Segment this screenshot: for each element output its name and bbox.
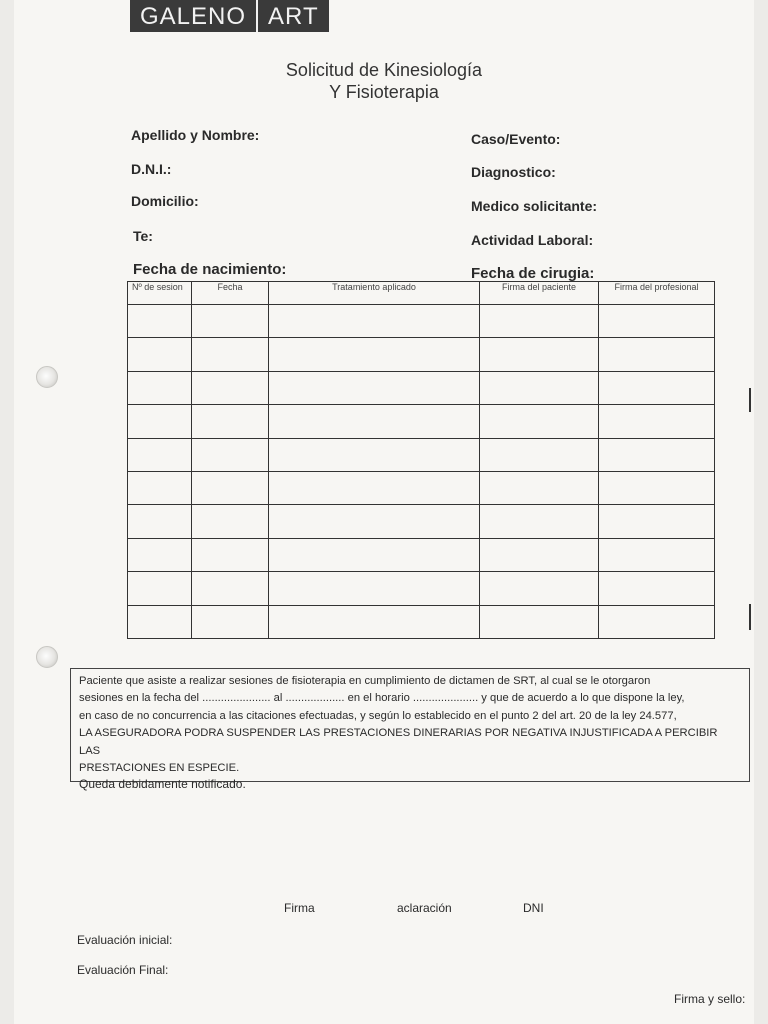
table-cell[interactable] — [269, 438, 480, 471]
table-cell[interactable] — [128, 538, 192, 571]
table-cell[interactable] — [128, 438, 192, 471]
margin-mark — [749, 604, 751, 630]
table-cell[interactable] — [269, 405, 480, 438]
table-cell[interactable] — [192, 471, 269, 504]
evaluacion-inicial-label: Evaluación inicial: — [77, 933, 173, 947]
table-cell[interactable] — [269, 505, 480, 538]
table-row — [128, 572, 715, 605]
table-row — [128, 471, 715, 504]
table-cell[interactable] — [480, 605, 599, 638]
field-domicilio: Domicilio: — [131, 193, 199, 209]
table-cell[interactable] — [128, 572, 192, 605]
notice-line: Paciente que asiste a realizar sesiones de fisioterapia en cumplimiento de dictamen de SRT, al cual se le otorgaron — [79, 675, 651, 687]
table-cell[interactable] — [128, 605, 192, 638]
table-cell[interactable] — [599, 371, 715, 404]
signature-dni-label: DNI — [523, 901, 544, 915]
table-cell[interactable] — [599, 338, 715, 371]
table-cell[interactable] — [599, 438, 715, 471]
table-cell[interactable] — [192, 438, 269, 471]
table-cell[interactable] — [599, 505, 715, 538]
table-cell[interactable] — [269, 305, 480, 338]
page-title: Solicitud de Kinesiología — [285, 60, 483, 80]
punch-hole — [36, 646, 58, 668]
table-cell[interactable] — [599, 572, 715, 605]
header-firma-paciente: Firma del paciente — [480, 282, 599, 305]
table-cell[interactable] — [192, 305, 269, 338]
table-cell[interactable] — [192, 338, 269, 371]
firma-sello-label: Firma y sello: — [674, 992, 746, 1006]
table-cell[interactable] — [269, 605, 480, 638]
signature-aclaracion-label: aclaración — [397, 901, 452, 915]
field-nombre: Apellido y Nombre: — [131, 127, 260, 143]
notice-line: PRESTACIONES EN ESPECIE. — [79, 762, 240, 775]
table-cell[interactable] — [480, 438, 599, 471]
field-diagnostico: Diagnostico: — [471, 164, 556, 180]
field-dni: D.N.I.: — [131, 161, 172, 177]
table-row — [128, 338, 715, 371]
table-cell[interactable] — [192, 538, 269, 571]
page-subtitle: Y Fisioterapia — [329, 82, 439, 102]
table-row — [128, 438, 715, 471]
table-cell[interactable] — [128, 505, 192, 538]
notice-line: sesiones en la fecha del ...................... al ................... en el horario ..................... y que de acuerdo a lo que dispone la ley, — [79, 692, 685, 705]
table-cell[interactable] — [269, 338, 480, 371]
header-fecha: Fecha — [192, 282, 269, 305]
logo-text-art: ART — [268, 3, 319, 30]
logo-text-galeno: GALENO — [140, 3, 247, 30]
field-medico-solicitante: Medico solicitante: — [471, 198, 598, 214]
table-row — [128, 538, 715, 571]
field-actividad-laboral: Actividad Laboral: — [471, 232, 594, 248]
table-cell[interactable] — [269, 471, 480, 504]
table-cell[interactable] — [128, 305, 192, 338]
notice-line: en caso de no concurrencia a las citaciones efectuadas, y según lo establecido en el punto 2 del art. 20 de la ley 24.577, — [79, 709, 677, 722]
table-cell[interactable] — [269, 572, 480, 605]
table-cell[interactable] — [269, 371, 480, 404]
table-cell[interactable] — [480, 572, 599, 605]
table-cell[interactable] — [128, 338, 192, 371]
table-cell[interactable] — [128, 405, 192, 438]
table-cell[interactable] — [480, 305, 599, 338]
table-cell[interactable] — [599, 471, 715, 504]
table-cell[interactable] — [480, 471, 599, 504]
header-firma-profesional: Firma del profesional — [599, 282, 715, 305]
header-tratamiento: Tratamiento aplicado — [269, 282, 480, 305]
margin-mark — [749, 388, 751, 412]
notice-line: LA ASEGURADORA PODRA SUSPENDER LAS PRESTACIONES DINERARIAS POR NEGATIVA INJUSTIFICADA A PERCIBIR LAS — [79, 727, 718, 757]
table-row — [128, 305, 715, 338]
table-cell[interactable] — [480, 505, 599, 538]
field-telefono: Te: — [133, 228, 153, 244]
punch-hole — [36, 366, 58, 388]
signature-firma-label: Firma — [284, 901, 315, 915]
table-cell[interactable] — [599, 538, 715, 571]
table-row — [128, 605, 715, 638]
table-cell[interactable] — [480, 538, 599, 571]
table-cell[interactable] — [599, 405, 715, 438]
table-row — [128, 405, 715, 438]
table-cell[interactable] — [599, 605, 715, 638]
header-nro-sesion: Nº de sesion — [128, 282, 192, 305]
table-cell[interactable] — [269, 538, 480, 571]
table-cell[interactable] — [128, 371, 192, 404]
table-header-row — [128, 282, 715, 305]
table-cell[interactable] — [192, 605, 269, 638]
field-fecha-nacimiento: Fecha de nacimiento: — [133, 261, 287, 278]
field-fecha-cirugia: Fecha de cirugia: — [471, 265, 595, 282]
table-cell[interactable] — [480, 405, 599, 438]
table-cell[interactable] — [480, 338, 599, 371]
table-cell[interactable] — [128, 471, 192, 504]
table-cell[interactable] — [192, 572, 269, 605]
table-row — [128, 371, 715, 404]
table-row — [128, 505, 715, 538]
field-caso-evento: Caso/Evento: — [471, 131, 561, 147]
table-cell[interactable] — [192, 505, 269, 538]
table-cell[interactable] — [192, 371, 269, 404]
table-cell[interactable] — [192, 405, 269, 438]
notice-box — [70, 668, 750, 782]
sessions-table — [127, 281, 715, 639]
table-cell[interactable] — [480, 371, 599, 404]
evaluacion-final-label: Evaluación Final: — [77, 963, 169, 977]
notified-text: Queda debidamente notificado. — [79, 777, 246, 791]
galeno-art-logo — [130, 0, 329, 32]
table-cell[interactable] — [599, 305, 715, 338]
